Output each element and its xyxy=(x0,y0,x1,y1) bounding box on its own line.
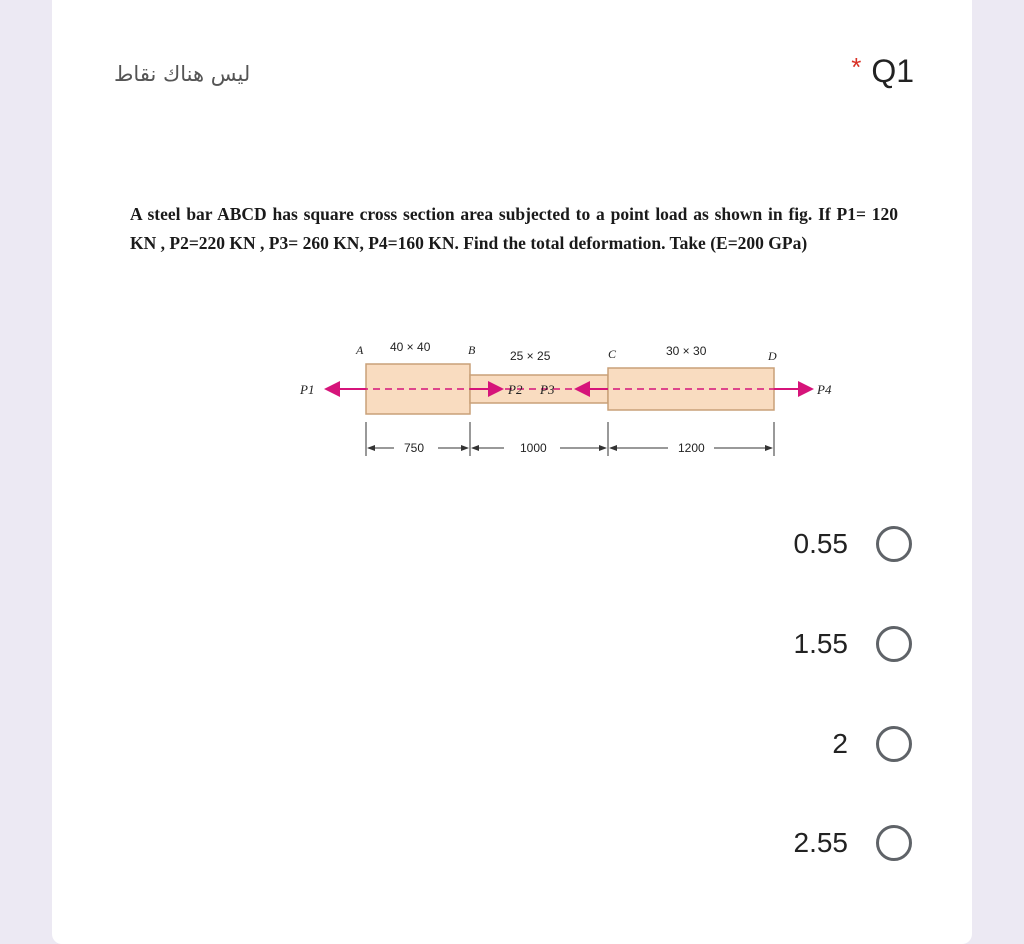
section-bc-label: 25 × 25 xyxy=(510,349,551,363)
length-ab-label: 750 xyxy=(404,441,425,455)
radio-button[interactable] xyxy=(876,825,912,861)
dimension-lines xyxy=(366,422,774,456)
option-label: 2 xyxy=(832,728,848,759)
length-cd-label: 1200 xyxy=(678,441,705,455)
radio-button[interactable] xyxy=(876,526,912,562)
load-p2-label: P2 xyxy=(508,382,523,397)
node-a-label: A xyxy=(356,343,364,357)
option-label: 2.55 xyxy=(793,827,848,858)
node-d-label: D xyxy=(768,349,777,363)
node-b-label: B xyxy=(468,343,476,357)
problem-statement: A steel bar ABCD has square cross section area subjected to a point load as shown in fig. If P1= 120 KN , P2=220 KN , P3= 260 KN, P4=160 KN. Find the total deformation. Take (E=200 GPa) xyxy=(130,204,898,253)
question-header xyxy=(52,52,972,102)
question-title-text: Q1 xyxy=(871,53,914,89)
option-2-55[interactable] xyxy=(794,813,913,873)
section-cd-label: 30 × 30 xyxy=(666,344,707,358)
radio-button[interactable] xyxy=(876,726,912,762)
node-c-label: C xyxy=(608,347,617,361)
radio-button[interactable] xyxy=(876,626,912,662)
load-p3-label: P3 xyxy=(540,382,555,397)
question-card xyxy=(52,0,972,944)
segment-ab xyxy=(366,364,470,414)
length-bc-label: 1000 xyxy=(520,441,547,455)
points-label: ليس هناك نقاط xyxy=(114,62,251,86)
option-label: 0.55 xyxy=(793,528,848,559)
option-2[interactable] xyxy=(832,714,912,774)
load-p1-label: P1 xyxy=(300,382,315,397)
bar-diagram xyxy=(242,330,832,470)
option-0-55[interactable] xyxy=(794,514,913,574)
question-title xyxy=(851,52,914,90)
option-1-55[interactable] xyxy=(794,614,913,674)
option-label: 1.55 xyxy=(793,628,848,659)
load-p4-label: P4 xyxy=(817,382,832,397)
required-mark: * xyxy=(851,52,862,82)
section-ab-label: 40 × 40 xyxy=(390,340,431,354)
